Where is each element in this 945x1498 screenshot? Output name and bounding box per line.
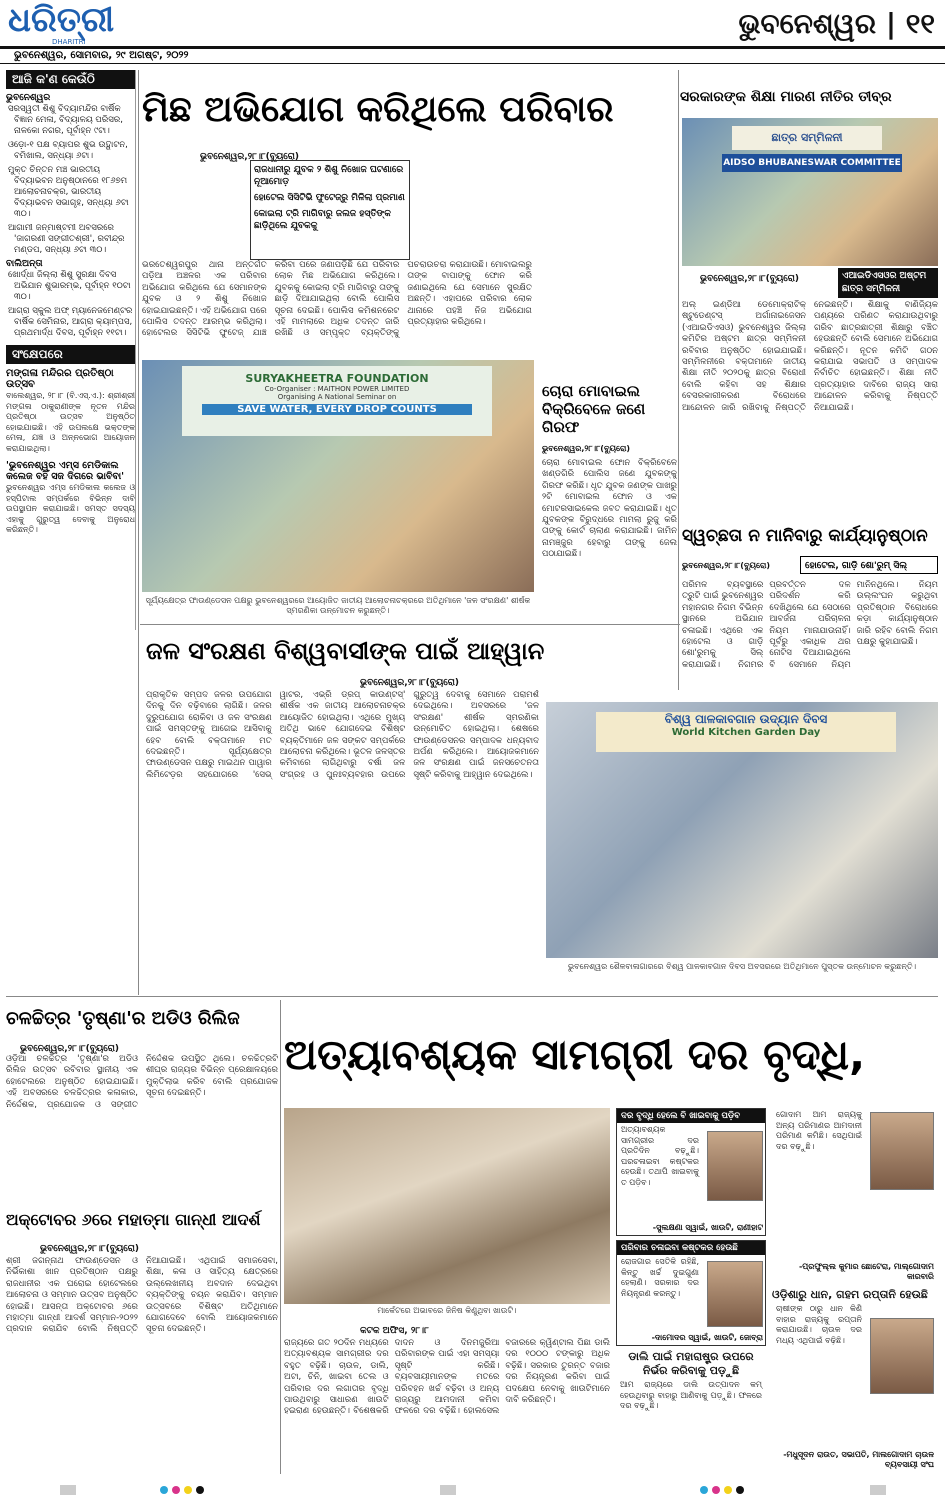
quote-name: -ମଧୁସୂଦନ ରାଉତ, ସଭାପତି, ମାଲଗୋଦାମ ଚାଉଳ ବ୍ୟବସାୟୀ ସଂଘ [783,1450,934,1469]
story-dateline: ଭୁବନେଶ୍ୱର,୨୮।୮(ବ୍ୟୁରୋ) [360,678,460,688]
yellow-dot [724,1486,732,1494]
brief-text: ବାଲେଶ୍ୱର, ୨୮।୮ (ବି.ଏସ୍.ଏ.): ଶ୍ରୀଶ୍ରୀ ମଙ୍ଗଳା ଠାକୁରାଣୀଙ୍କ ନୂତନ ମନ୍ଦିର ପ୍ରତିଷ୍ଠା ଉତ୍ସବ ଅନୁଷ୍ଠିତ ହୋଇଯାଇଛି। ଏହି ଉପଲକ୍ଷେ ଭକ୍ତଙ୍କ ମେଳା, ଯଜ୍ଞ ଓ ଅନ୍ନଭୋଗ ଆୟୋଜନ କରାଯାଇଥିଲା। [6,391,135,453]
banner-sub: Co-Organiser : MAITHON POWER LIMITED [264,385,410,393]
story-dateline: ଭୁବନେଶ୍ୱର,୨୮।୮(ବ୍ୟୁରୋ) [542,444,631,453]
list-item: ମୁକ୍ତ ଚିନ୍ତନ ମଞ୍ଚ ଭାରତୀୟ ବିଦ୍ୟାଭବନ ଅନୁଷ୍ଠାନରେ ୧୮୬୭ମ ଆଲୋଚନାଚକ୍ର, ଭାରତୀୟ ବିଦ୍ୟାଭବନ ସଭାଗୃହ, ସନ୍ଧ୍ୟା ୬ଟା ୩୦। [8,165,129,219]
banner-sub: World Kitchen Garden Day [671,727,821,738]
story-dateline: କଟକ ଅଫିସ, ୨୮।୮ [360,1326,429,1336]
dateline: ଭୁବନେଶ୍ୱର, ସୋମବାର, ୨୯ ଅଗଷ୍ଟ, ୨୦୨୨ [0,46,945,64]
column-divider [138,70,139,995]
print-registration-strip [0,1482,945,1498]
crop-mark [440,1485,456,1495]
story-kicker: ହୋଟେଲ, ଗାଡ଼ି ଶୋ'ରୁମ୍ ସିଲ୍ [800,556,938,574]
subhead: କୋଇଲା ଟ୍ରି ମାଗିବାରୁ ଜଲଜ ହସ୍ତିଙ୍କ ଛାଡ଼ିଥିଲେ ଯୁବକକୁ [254,209,391,231]
banner [182,366,492,436]
story-headline: ଚୋରା ମୋବାଇଲ ବିକ୍ରିବେଳେ ଜଣେ ଗିରଫ [542,382,646,436]
story-headline: ସରକାରଙ୍କ ଶିକ୍ଷା ମାରଣ ନୀତିର ତୀବ୍ର [680,89,892,105]
left-column [6,70,136,630]
quote-title: ଓଡ଼ିଶାରୁ ଧାନ, ଗହମ ରପ୍ତାନି ହେଉଛି [772,1288,928,1301]
story-headline: ଅକ୍ଟୋବର ୬ରେ ମହାତ୍ମା ଗାନ୍ଧୀ ଆଦର୍ଶ [6,1210,261,1229]
banner-title: SURYAKHEETRA FOUNDATION [245,372,429,385]
banner-title: ବିଶ୍ୱ ପାଳକାବଗାନ ଉଦ୍ୟାନ ଦିବସ [664,712,828,726]
photo-caption: ଭୁବନେଶ୍ୱର ଶୈଳବାଳାଗାରରେ ବିଶ୍ୱ ପାଳକାବଗାନ ଦିବସ ଅବସରରେ ଅତିଥିମାନେ ପୁସ୍ତକ ଉନ୍ମୋଚନ କରୁଛନ୍ତି। [567,962,917,971]
story-body: ରାଜ୍ୟରେ ଗତ ୨୦ଦିନ ମଧ୍ୟରେ ଅତ୍ୟାବଶ୍ୟକ ସାମଗ୍ରୀର ଦର ବହୁତ ବଢ଼ିଛି। ଚାଉଳ, ଡାଲି, ଅଟା, ଚିନି, ଖାଇବା ତେଲ ଓ ପରିବାର ଦର ଲଗାତାର ବୃଦ୍ଧି ପାଉଥିବାରୁ ସାଧାରଣ ଖାଉଟି ହଇରାଣ ହେଉଛନ୍ତି। ବିଶେଷକରି ଦାଦନ ଓ ଦିନମଜୁରିଆ ପରିବାରଙ୍କ ପାଇଁ ଏହା ସମସ୍ୟା ସୃଷ୍ଟି କରିଛି। ବ୍ୟବସାୟୀମାନଙ୍କ ମତରେ ପରିବହନ ଖର୍ଚ୍ଚ ବଢ଼ିବା ଓ ଅନ୍ୟ ରାଜ୍ୟରୁ ଆମଦାନୀ କମିବା ଫଳରେ ଦର ବଢ଼ିଛି। ହୋଲସେଲ ବଜାରରେ କ୍ୱିଣ୍ଟାଲ ପିଛା ଡାଲି ଦର ୧୦୦୦ ଟଙ୍କାରୁ ଅଧିକ ବଢ଼ିଛି। ସରକାର ତୁରନ୍ତ ବଜାର ଦର ନିୟନ୍ତ୍ରଣ କରିବା ପାଇଁ ପଦକ୍ଷେପ ନେବାକୁ ଖାଉଟିମାନେ ଦାବି କରିଛନ୍ତି। [284,1338,610,1417]
story-body: ଶ୍ରୀ ଜଗନ୍ନାଥ ଫାଉଣ୍ଡେସନ ଓ ନିର୍ଭିକାଶା ଖାନ ପ୍ରତିଷ୍ଠାନ ପକ୍ଷରୁ ରାଜଧାନୀର ଏକ ଘରୋଇ ହୋଟେଲରେ ଆଲୋଚନା ଓ ସମ୍ମାନ ଉତ୍ସବ ଅନୁଷ୍ଠିତ ହୋଇଛି। ଆସନ୍ତା ଅକ୍ଟୋବର ୬ରେ ମହାତ୍ମା ଗାନ୍ଧୀ ଆଦର୍ଶ ସମ୍ମାନ-୨୦୨୨ ପ୍ରଦାନ କରାଯିବ ବୋଲି ନିଷ୍ପତ୍ତି ନିଆଯାଇଛି। ଏଥିପାଇଁ ସମାଜସେବା, ଶିକ୍ଷା, କଳା ଓ ସାହିତ୍ୟ କ୍ଷେତ୍ରରେ ଉଲ୍ଲେଖନୀୟ ଅବଦାନ ଦେଇଥିବା ବ୍ୟକ୍ତିଙ୍କୁ ଚୟନ କରାଯିବ। ସମ୍ମାନ ଉତ୍ସବରେ ବିଶିଷ୍ଟ ଅତିଥିମାନେ ଯୋଗଦେବେ ବୋଲି ଆୟୋଜକମାନେ ସୂଚନା ଦେଇଛନ୍ତି। [6,1256,278,1335]
story-body: ଭରତେଶ୍ୱରପୁର ଥାନା ଅନ୍ତର୍ଗତ ପଡ଼ିଆ ଅଞ୍ଚଳର ଏକ ପରିବାର ଅଭିଯୋଗ କରିଥିଲେ ଯେ ସେମାନଙ୍କ ଯୁବକ ଓ ୨ ଶିଶୁ ନିଖୋଜ ହୋଇଯାଇଛନ୍ତି। ଏହି ଅଭିଯୋଗ ପରେ ପୋଲିସ ତଦନ୍ତ ଆରମ୍ଭ କରିଥିଲା। ହୋଟେଲର ସିସିଟିଭି ଫୁଟେଜ୍ ଯାଞ୍ଚ କରିବା ପରେ ଜଣାପଡ଼ିଛି ଯେ ପରିବାର ଲୋକ ମିଛ ଅଭିଯୋଗ କରିଥିଲେ। ଯୁବକକୁ କୋଇଲା ଟ୍ରି ମାଗିବାରୁ ତାଙ୍କୁ ଛାଡ଼ି ଦିଆଯାଇଥିଲା ବୋଲି ପୋଲିସ ସୂଚନା ଦେଇଛି। ପୋଲିସ କମିଶନରେଟ ଏହି ମାମଲାରେ ଅଧିକ ତଦନ୍ତ ଜାରି ରଖିଛି ଓ ସମ୍ପୃକ୍ତ ବ୍ୟକ୍ତିଙ୍କୁ ପଚରାଉଚରା କରାଯାଉଛି। ମୋବାଇଲରୁ ତାଙ୍କ ବାପାଙ୍କୁ ଫୋନ କରି ଜଣାଇଥିଲେ ଯେ ସେମାନେ ସୁରକ୍ଷିତ ଅଛନ୍ତି। ଏହାପରେ ପରିବାର ଲୋକ ଥାନାରେ ପହଞ୍ଚି ନିଜ ଅଭିଯୋଗ ପ୍ରତ୍ୟାହାର କରିଥିଲେ। [142,260,532,339]
banner [596,712,896,752]
event-photo [546,702,938,958]
brief-text: ଭୁବନେଶ୍ୱର ଏମ୍ସ ମେଡିକାଲ କଲେଜ ଓ ହସ୍ପିଟାଲ ସମ୍ପର୍କରେ ବିଭିନ୍ନ ଦାବି ଉପସ୍ଥାପନ କରାଯାଇଛି। ସମସ୍ତ ସଦସ୍ୟ ଏହାକୁ ଗୁରୁତ୍ୱ ଦେବାକୁ ଅନୁରୋଧ କରିଛନ୍ତି। [6,483,135,534]
city-label: ବାଲିଅନ୍ତା [6,259,43,269]
list-item: ଆଗାମୀ ଜନ୍ମାଷ୍ଟମୀ ଅବସରରେ 'ଜାଗରଣୀ ସଙ୍ଗୀତଶ୍ରୀ', ରବୀନ୍ଦ୍ର ମଣ୍ଡପ, ସନ୍ଧ୍ୟା ୬ଟା ୩୦। [8,223,125,255]
quote-text: ଅତ୍ୟାବଶ୍ୟକ ସାମଗ୍ରୀର ଦର ପ୍ରତିଦିନ ବଢ଼ୁଛି। ଘରଚଳାଇବା କଷ୍ଟକର ହେଉଛି। ତଥାପି ଖାଇବାକୁ ତ ପଡ଼ିବ। [621,1125,699,1187]
brief-title: 'ଭୁବନେଶ୍ୱର ଏମ୍ସ ମେଡିକାଲ କଲେଜ ବହିଁ ସଜ ଦିଗରେ ଭାବିବା' [6,460,125,482]
briefs-header: ସଂକ୍ଷେପରେ [6,345,135,364]
logo-subtitle: DHARITRI [52,38,86,46]
city-label: ଭୁବନେଶ୍ୱର [6,93,51,103]
cyan-dot [160,1486,168,1494]
quote-box [616,1350,766,1472]
banner-slogan: SAVE WATER, EVERY DROP COUNTS [202,404,472,415]
seminar-photo [682,118,938,266]
black-dot [736,1486,744,1494]
quote-text: ଆମ ରାଜ୍ୟରେ ଡାଲି ଉତ୍ପାଦନ କମ୍ ହେଉଥିବାରୁ ବାହାରୁ ଆଣିବାକୁ ପଡ଼ୁଛି। ଫଳରେ ଦର ବଢ଼ୁଛି। [620,1380,762,1410]
quote-title: ପରିବାର ଚଳାଇବା କଷ୍ଟକର ହେଉଛି [617,1241,765,1255]
story-dateline: ଭୁବନେଶ୍ୱର,୨୮।୮(ବ୍ୟୁରୋ) [682,561,771,570]
photo-caption: ସୂର୍ଯ୍ୟକ୍ଷେତ୍ର ଫାଉଣ୍ଡେସନ ପକ୍ଷରୁ ଭୁବନେଶ୍ୱରରେ ଆୟୋଜିତ ଜାତୀୟ ଆଲୋଚନାଚକ୍ରରେ ଅତିଥିମାନେ 'ଜଳ ସଂରକ୍ଷଣ' ଶୀର୍ଷକ ସ୍ମରଣିକା ଉନ୍ମୋଚନ କରୁଛନ୍ତି। [145,596,531,615]
list-item: ଖୋର୍ଦ୍ଧା ଜିଲ୍ଲା ଶିଶୁ ସୁରକ୍ଷା ଦିବସ ଅଭିଯାନ ଶୁଭାରମ୍ଭ, ପୂର୍ବାହ୍ନ ୧୦ଟା ୩୦। [8,270,131,302]
story-dateline: ଭୁବନେଶ୍ୱର,୨୮।୮(ବ୍ୟୁରୋ) [700,274,800,284]
story-body: ଚୋରା ମୋବାଇଲ ଫୋନ ବିକ୍ରିବେଳେ ଖଣ୍ଡଗିରି ପୋଲିସ ଜଣେ ଯୁବକଙ୍କୁ ଗିରଫ କରିଛି। ଧୃତ ଯୁବକ ଜଣଙ୍କ ପାଖରୁ ୨ଟି ମୋବାଇଲ ଫୋନ ଓ ଏକ ମୋଟରସାଇକେଲ ଜବତ କରାଯାଇଛି। ଧୃତ ଯୁବକଙ୍କ ବିରୁଦ୍ଧରେ ମାମଲା ରୁଜୁ କରି ତାଙ୍କୁ କୋର୍ଟ ଚାଲାଣ କରାଯାଇଛି। ଜାମିନ ନାମଞ୍ଜୁର ହେବାରୁ ତାଙ୍କୁ ଜେଲ ପଠାଯାଇଛି। [542,458,677,560]
quote-box [616,1108,766,1236]
brief-title: ମଙ୍ଗଳା ମନ୍ଦିରର ପ୍ରତିଷ୍ଠା ଉତ୍ସବ [6,368,114,390]
banner-text: AIDSO BHUBANESWAR COMMITTEE [722,154,902,172]
story-dateline: ଭୁବନେଶ୍ୱର,୨୮।୮(ବ୍ୟୁରୋ) [200,152,300,162]
row-divider [6,996,938,997]
box-title: ଏଆଇଡିଏସଓର ଅଷ୍ଟମ ଛାତ୍ର ସମ୍ମିଳନୀ [838,268,938,298]
quote-text: ରୋଜଗାର ସେତିକି ରହିଛି, କିନ୍ତୁ ଖର୍ଚ୍ଚ ଦୁଇଗୁଣା ହେଲାଣି। ସରକାର ଦର ନିୟନ୍ତ୍ରଣ କରନ୍ତୁ। [621,1257,699,1298]
banner-sub: Organising A National Seminar on [277,393,397,401]
portrait-photo [707,1261,763,1327]
story-dateline: ଭୁବନେଶ୍ୱର,୨୮।୮(ବ୍ୟୁରୋ) [20,1044,120,1054]
story-headline: ସ୍ୱଚ୍ଛତା ନ ମାନିବାରୁ କାର୍ଯ୍ୟାନୁଷ୍ଠାନ [682,526,928,546]
column-divider [280,1000,281,1474]
subhead: ରାଜଧାନୀରୁ ଯୁବକ ୨ ଶିଶୁ ନିଖୋଜ ଘଟଣାରେ ନୂଆମୋଡ଼ [254,165,404,187]
story-headline: ଚଳଚ୍ଚିତ୍ର 'ତୃଷ୍ଣା'ର ଅଡିଓ ରିଲିଜ [6,1008,240,1029]
quote-text: ଗୋଦାମ ଆମ ରାଜ୍ୟକୁ ଅନ୍ୟ ପରିମାଣର ଆମଦାନୀ ପରିମାଣ କମିଛି। ସେଥିପାଇଁ ଦର ବଢ଼ୁଛି। [776,1110,862,1151]
quote-text: ଚାଷୀଙ୍କ ଠାରୁ ଧାନ କିଣି ବାହାର ରାଜ୍ୟକୁ ରପ୍ତାନି କରାଯାଉଛି। ଚାଉଳ ଦର ମଧ୍ୟ ଏଥିପାଇଁ ବଢ଼ିଛି। [776,1304,862,1345]
cyan-dot [700,1486,708,1494]
quote-box [772,1108,938,1284]
portrait-photo [707,1131,763,1201]
quote-title: ଦର ବୃଦ୍ଧି ହେଲେ ବି ଖାଇବାକୁ ପଡ଼ିବ [617,1109,765,1123]
list-item: ଓଡ଼ୋ-୧ ପକ୍ଷ ବ୍ୟାପର ଶୁଭ ଉଦ୍ଘାଟନ, ବମିଖାଲ, ସନ୍ଧ୍ୟା ୬ଟା। [8,140,128,161]
story-dateline: ଭୁବନେଶ୍ୱର,୨୮।୮(ବ୍ୟୁରୋ) [40,1244,140,1254]
quote-box [616,1240,766,1346]
story-headline: ଅତ୍ୟାବଶ୍ୟକ ସାମଗ୍ରୀ ଦର ବୃଦ୍ଧି, [284,1030,866,1079]
crop-mark [870,1485,886,1495]
page-title: ଭୁବନେଶ୍ୱର | ୧୧ [738,7,935,40]
quote-name: -ସୁଲକ୍ଷଣା ସ୍ୱାଇଁ, ଖାଉଟି, ରାଣୀହାଟ [652,1223,763,1232]
story-body: ପରିମଳ ବ୍ୟବସ୍ଥାରେ ତ୍ରୁଟି ପାଇଁ ଭୁବନେଶ୍ୱର ମହାନଗର ନିଗମ ବିଭିନ୍ନ ସ୍ଥାନରେ ଅଭିଯାନ ଚଳାଇଛି। ଏଥିରେ ଏକ ହୋଟେଲ ଓ ଗାଡ଼ି ଶୋ'ରୁମକୁ ସିଲ୍ କରାଯାଇଛି। ନିଗମର ପ୍ରବର୍ତ୍ତନ ଦଳ ପରିଦର୍ଶନ କରି ଦେଖିଥିଲେ ଯେ ସେଠାରେ ଆବର୍ଜନା ପରିଚାଳନା ନିୟମ ମାନାଯାଉନାହିଁ। ପୂର୍ବରୁ ଏକାଧିକ ଥର ନୋଟିସ ଦିଆଯାଇଥିଲେ ବି ସେମାନେ ନିୟମ ମାନିନଥିଲେ। ନିୟମ ଉଲ୍ଲଂଘନ କରୁଥିବା ପ୍ରତିଷ୍ଠାନ ବିରୋଧରେ କଡ଼ା କାର୍ଯ୍ୟାନୁଷ୍ଠାନ ଜାରି ରହିବ ବୋଲି ନିଗମ ପକ୍ଷରୁ କୁହାଯାଇଛି। [682,580,938,670]
story-body: ଅଲ୍ ଇଣ୍ଡିଆ ଡେମୋକ୍ରାଟିକ୍ ଷ୍ଟୁଡେଣ୍ଟସ୍ ଅର୍ଗାନାଇଜେସନ (ଏଆଇଡିଏସଓ) ଭୁବନେଶ୍ୱର ଜିଲ୍ଲା କମିଟିର ଅଷ୍ଟମ ଛାତ୍ର ସମ୍ମିଳନୀ ରବିବାର ଅନୁଷ୍ଠିତ ହୋଇଯାଇଛି। ସମ୍ମିଳନୀରେ ବକ୍ତାମାନେ ଜାତୀୟ ଶିକ୍ଷା ନୀତି ୨୦୨୦କୁ ଛାତ୍ର ବିରୋଧୀ ବୋଲି କହିବା ସହ ଶିକ୍ଷାର ବେସରକାରୀକରଣ ବିରୋଧରେ ଆନ୍ଦୋଳନ ଜାରି ରଖିବାକୁ ନିଷ୍ପତ୍ତି ନେଇଛନ୍ତି। ଶିକ୍ଷାକୁ ବାଣିଜ୍ୟିକ ପଣ୍ୟରେ ପରିଣତ କରାଯାଉଥିବାରୁ ଗରିବ ଛାତ୍ରଛାତ୍ରୀ ଶିକ୍ଷାରୁ ବଞ୍ଚିତ ହେଉଛନ୍ତି ବୋଲି ସେମାନେ ଅଭିଯୋଗ କରିଛନ୍ତି। ନୂତନ କମିଟି ଗଠନ କରାଯାଇ ସଭାପତି ଓ ସମ୍ପାଦକ ନିର୍ବାଚିତ ହୋଇଛନ୍ତି। ଶିକ୍ଷା ନୀତି ପ୍ରତ୍ୟାହାର ଦାବିରେ ରାଜ୍ୟ ସାରା ଆନ୍ଦୋଳନ କରିବାକୁ ନିଷ୍ପତ୍ତି ନିଆଯାଇଛି। [682,300,938,413]
story-headline: ଜଳ ସଂରକ୍ଷଣ ବିଶ୍ୱବାସୀଙ୍କ ପାଇଁ ଆହ୍ୱାନ [146,637,545,665]
whats-on-header: ଆଜି କ'ଣ କେଉଁଠି [6,70,135,89]
yellow-dot [184,1486,192,1494]
story-body: ପ୍ରାକୃତିକ ସମ୍ପଦ ଜଳର ଉପଯୋଗ ଦିନକୁ ଦିନ ବଢ଼ିବାରେ ଲାଗିଛି। ଜଳର ଦୁରୁପଯୋଗ ରୋକିବା ଓ ଜଳ ସଂରକ୍ଷଣ ପାଇଁ ସମସ୍ତଙ୍କୁ ଆଗେଇ ଆସିବାକୁ ହେବ ବୋଲି ବକ୍ତାମାନେ ମତ ଦେଇଛନ୍ତି। ସୂର୍ଯ୍ୟକ୍ଷେତ୍ର ଫାଉଣ୍ଡେସନ ପକ୍ଷରୁ ମାଇଥନ ପାୱାର ଲିମିଟେଡ଼ର ସହଯୋଗରେ 'ସେଭ୍ ୱାଟର, ଏଭ୍ରି ଡ୍ରପ୍ କାଉଣ୍ଟସ୍' ଶୀର୍ଷକ ଏକ ଜାତୀୟ ଆଲୋଚନାଚକ୍ର ଆୟୋଜିତ ହୋଇଥିଲା। ଏଥିରେ ମୁଖ୍ୟ ଅତିଥି ଭାବେ ଯୋଗଦେଇ ବିଶିଷ୍ଟ ବ୍ୟକ୍ତିମାନେ ଜଳ ସଙ୍କଟ ସମ୍ପର୍କରେ ଆଲୋଚନା କରିଥିଲେ। ଭୂତଳ ଜଳସ୍ତର କମିବାରେ ଲାଗିଥିବାରୁ ବର୍ଷା ଜଳ ସଂଗ୍ରହ ଓ ପୁନଃବ୍ୟବହାର ଉପରେ ଗୁରୁତ୍ୱ ଦେବାକୁ ସେମାନେ ପରାମର୍ଶ ଦେଇଥିଲେ। ଅବସରରେ 'ଜଳ ସଂରକ୍ଷଣ' ଶୀର୍ଷକ ସ୍ମରଣିକା ଉନ୍ମୋଚିତ ହୋଇଥିଲା। ଶେଷରେ ଫାଉଣ୍ଡେସନର ସମ୍ପାଦକ ଧନ୍ୟବାଦ ଅର୍ପଣ କରିଥିଲେ। ଆୟୋଜକମାନେ ଜଳ ସଂରକ୍ଷଣ ପାଇଁ ଜନସଚେତନତା ସୃଷ୍ଟି କରିବାକୁ ଆହ୍ୱାନ ଦେଇଥିଲେ। [146,690,539,780]
column-divider [678,70,679,690]
crop-mark [60,1485,76,1495]
portrait-photo [870,1112,934,1190]
magenta-dot [172,1486,180,1494]
story-body: ଓଡ଼ିଆ ଚଳଚ୍ଚିତ୍ର 'ତୃଷ୍ଣା'ର ଅଡିଓ ରିଲିଜ ଉତ୍ସବ ରବିବାର ସ୍ଥାନୀୟ ଏକ ହୋଟେଲରେ ଅନୁଷ୍ଠିତ ହୋଇଯାଇଛି। ଏହି ଅବସରରେ ଚଳଚ୍ଚିତ୍ରର କଳାକାର, ନିର୍ଦ୍ଦେଶକ, ପ୍ରଯୋଜକ ଓ ସଙ୍ଗୀତ ନିର୍ଦ୍ଦେଶକ ଉପସ୍ଥିତ ଥିଲେ। ଚଳଚ୍ଚିତ୍ରଟି ଶୀଘ୍ର ରାଜ୍ୟର ବିଭିନ୍ନ ପ୍ରେକ୍ଷାଳୟରେ ମୁକ୍ତିଲାଭ କରିବ ବୋଲି ପ୍ରଯୋଜକ ସୂଚନା ଦେଇଛନ୍ତି। [6,1054,278,1110]
magenta-dot [712,1486,720,1494]
newspaper-logo [8,2,128,46]
story-headline: ମିଛ ଅଭିଯୋଗ କରିଥିଲେ ପରିବାର [142,89,614,130]
quote-title: ଡାଲି ପାଇଁ ମହାରାଷ୍ଟ୍ର ଉପରେ ନିର୍ଭର କରିବାକୁ ପଡ଼ୁଛି [628,1350,754,1377]
row-divider [140,624,680,625]
list-item: ସରସ୍ୱତୀ ଶିଶୁ ବିଦ୍ୟାମନ୍ଦିର ବାର୍ଷିକ ବିଜ୍ଞାନ ମେଳା, ବିଦ୍ୟାଳୟ ପରିସର, ନାଳକୋ ନଗର, ପୂର୍ବାହ୍ନ ୯ଟା। [8,104,123,136]
banner-text: ଛାତ୍ର ସମ୍ମିଳନୀ [732,126,882,150]
seminar-photo [142,360,534,592]
subhead: ହୋଟେଲ ସିସିଟିଭି ଫୁଟେଜ୍ରୁ ମିଳିଲା ପ୍ରମାଣ [254,193,405,203]
quote-box [772,1288,938,1472]
portrait-photo [870,1318,934,1394]
market-photo [284,1108,610,1304]
logo-text: ଧରିତ୍ରୀ [8,2,115,40]
photo-caption: ମାର୍କେଟରେ ଅଭାବରେ ଜିନିଷ କିଣୁଥିବା ଖାଉଟି। [377,1306,517,1315]
list-item: ଆଗ୍ରା ସ୍କୁଲ ଅଫ୍ ମ୍ୟାନେଜମେଣ୍ଟର ବାର୍ଷିକ ସେମିନାର, ଆଗ୍ରା କ୍ୟାମ୍ପସ, ପ୍ରଥମାର୍ଦ୍ଧ ଦିବସ, ପୂର୍ବାହ୍ନ ୧୧ଟା। [8,306,133,338]
quote-name: -ଦାମୋଦର ସ୍ୱାଇଁ, ଖାଉଟି, ଜୋବ୍ରା [651,1333,763,1342]
quote-name: -ପ୍ରଫୁଲ୍ଲ କୁମାର ଛୋଟେରା, ମାଲ୍ଗୋଦାମ କାରବାରି [798,1262,934,1281]
story-subheads [250,160,410,260]
black-dot [196,1486,204,1494]
